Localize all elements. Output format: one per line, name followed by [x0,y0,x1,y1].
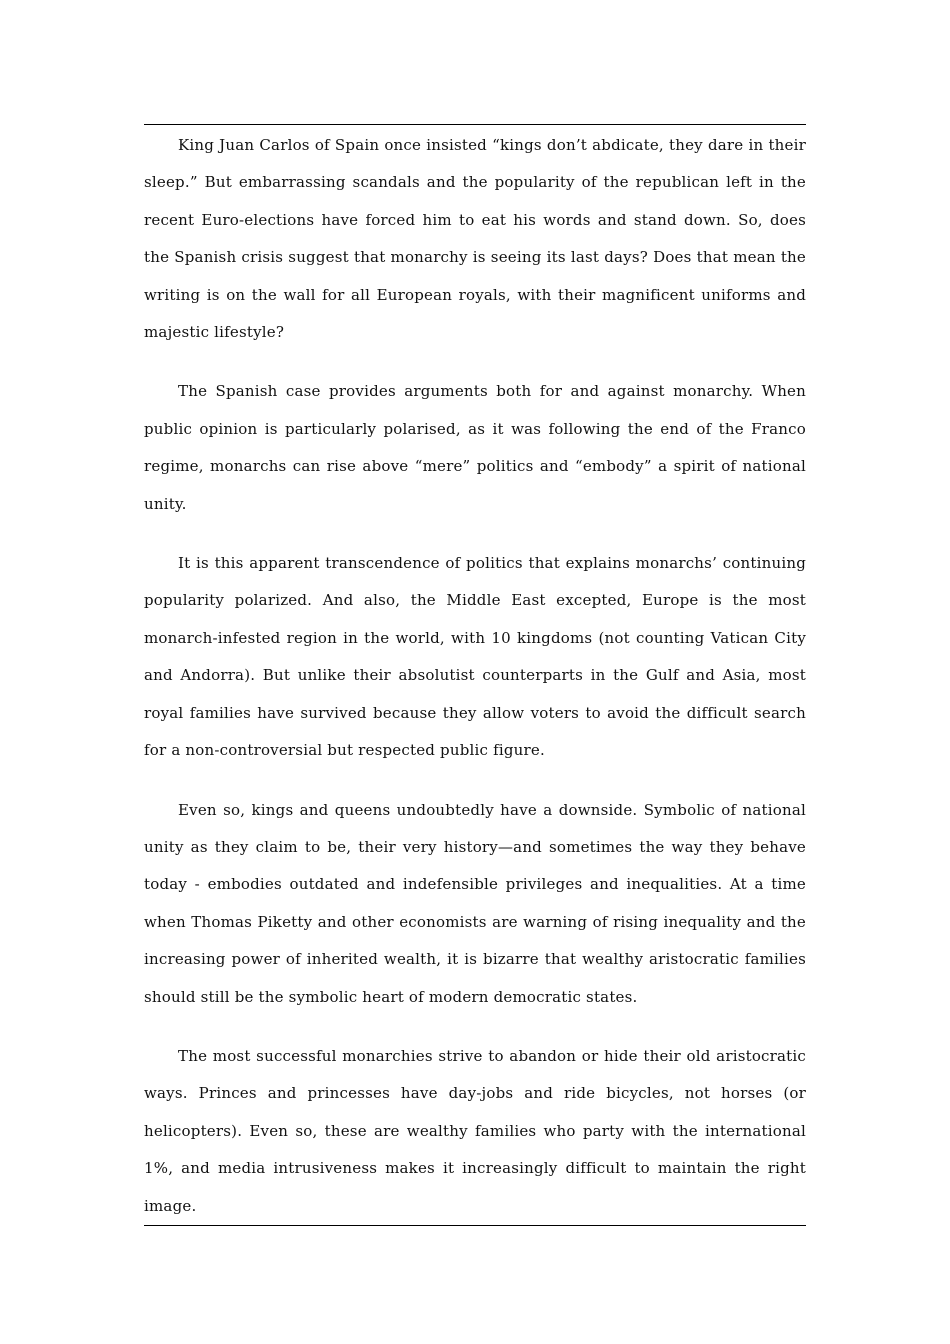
top-rule [144,124,806,125]
paragraph-3: It is this apparent transcendence of politics that explains monarchs’ continuing popularity polarized. And also, the Middle East excepted, Europe is the most monarch-infested region in the world, with 10 kingdoms (not counting Vatican City and Andorra). But unlike their absolutist counterparts in the Gulf and Asia, most royal families have survived because they allow voters to avoid the difficult search for a non-controversial but respected public figure. [144,554,806,760]
article-body [144,127,806,1247]
paragraph-1: King Juan Carlos of Spain once insisted “kings don’t abdicate, they dare in their sleep.” But embarrassing scandals and the popularity of the republican left in the recent Euro-elections have forced him to eat his words and stand down. So, does the Spanish crisis suggest that monarchy is seeing its last days? Does that mean the writing is on the wall for all European royals, with their magnificent uniforms and majestic lifestyle? [144,136,806,342]
paragraph-5: The most successful monarchies strive to abandon or hide their old aristocratic ways. Princes and princesses have day-jobs and ride bicycles, not horses (or helicopters). Even so, these are wealthy families who party with the international 1%, and media intrusiveness makes it increasingly difficult to maintain the right image. [144,1046,806,1215]
paragraph-2: The Spanish case provides arguments both for and against monarchy. When public opinion is particularly polarised, as it was following the end of the Franco regime, monarchs can rise above “mere” politics and “embody” a spirit of national unity. [144,382,806,513]
bottom-rule [144,1225,806,1226]
paragraph-4: Even so, kings and queens undoubtedly have a downside. Symbolic of national unity as they claim to be, their very history—and sometimes the way they behave today - embodies outdated and indefensible privileges and inequalities. At a time when Thomas Piketty and other economists are warning of rising inequality and the increasing power of inherited wealth, it is bizarre that wealthy aristocratic families should still be the symbolic heart of modern democratic states. [144,800,806,1006]
